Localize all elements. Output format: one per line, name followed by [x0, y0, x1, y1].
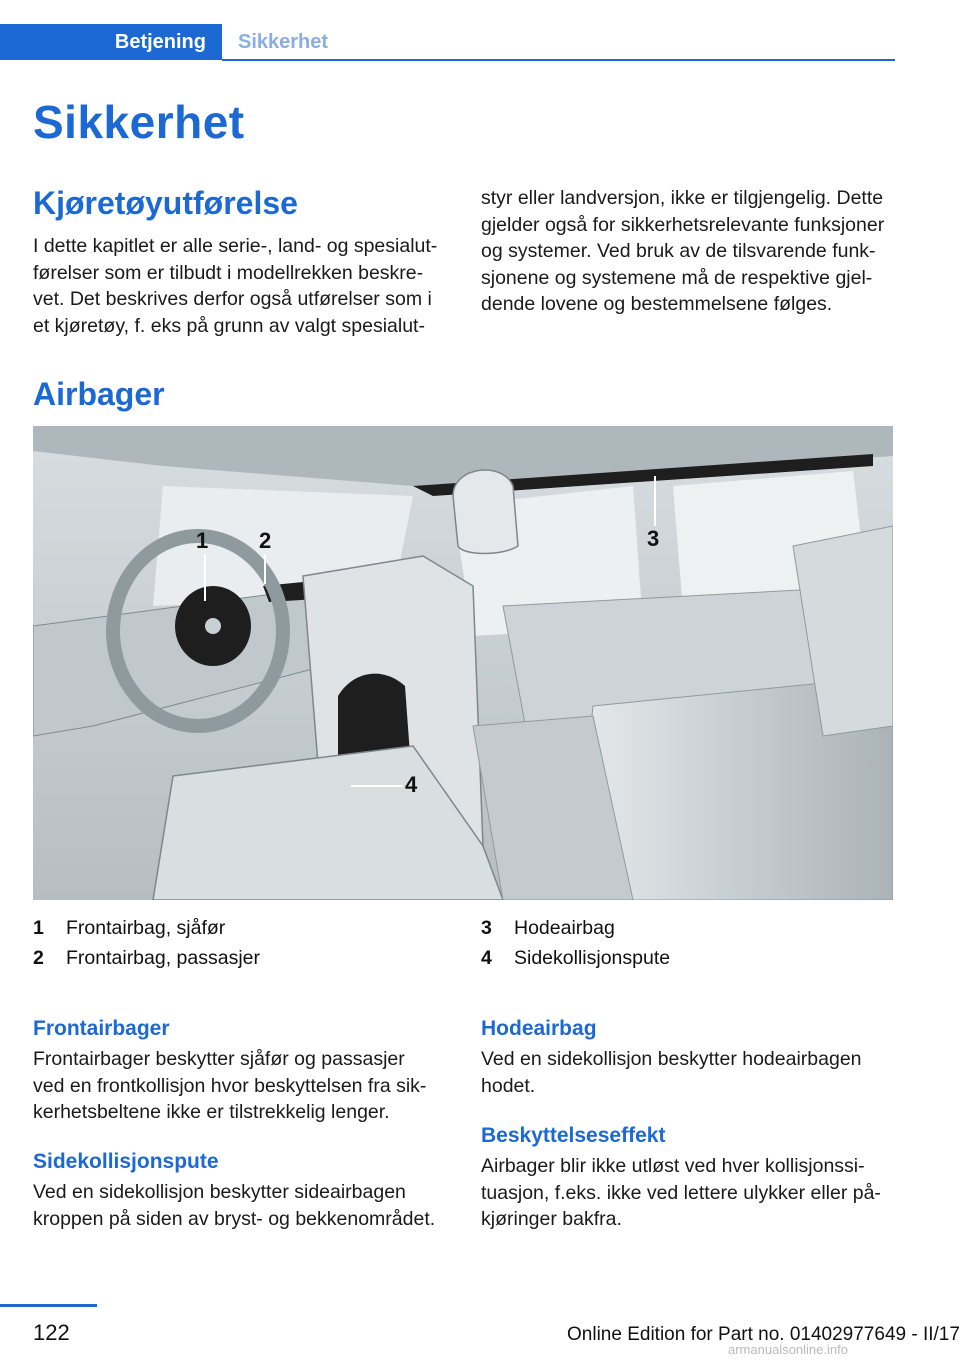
legend-label: Sidekollisjonspute: [514, 947, 671, 969]
text-sidekollisjonspute: [33, 1179, 448, 1232]
heading-sidekollisjonspute: Sidekollisjonspute: [33, 1150, 219, 1173]
text-beskyttelseseffekt: [481, 1153, 896, 1233]
text-line: Airbager blir ikke utløst ved hver kollisjonssi-: [481, 1155, 865, 1177]
callout-3: 3: [647, 526, 660, 551]
section-heading-kjoretoyutforelse: Kjøretøyutførelse: [33, 185, 298, 221]
section-heading-airbager: Airbager: [33, 376, 165, 412]
text-line: og systemer. Ved bruk av de tilsvarende funk-: [481, 240, 876, 262]
text-line: dende lovene og bestemmelsene følges.: [481, 293, 833, 315]
text-frontairbager: [33, 1046, 448, 1126]
legend-number: 1: [33, 917, 44, 939]
heading-hodeairbag: Hodeairbag: [481, 1017, 597, 1040]
text-line: kjøringer bakfra.: [481, 1208, 622, 1230]
legend-number: 2: [33, 947, 44, 969]
callout-1: 1: [196, 528, 209, 553]
legend-item: [33, 915, 448, 941]
text-hodeairbag: [481, 1046, 896, 1099]
text-line: ved en frontkollisjon hvor beskyttelsen fra sik-: [33, 1074, 427, 1097]
text-line: Ved en sidekollisjon beskytter hodeairbagen: [481, 1048, 862, 1070]
text-line: styr eller landversjon, ikke er tilgjengelig. Dette: [481, 187, 884, 209]
legend-label: Frontairbag, passasjer: [66, 947, 261, 969]
text-line: gjelder også for sikkerhetsrelevante funksjoner: [481, 213, 885, 236]
page-number: 122: [33, 1320, 70, 1345]
legend-label: Frontairbag, sjåfør: [66, 917, 226, 939]
text-line: tuasjon, f.eks. ikke ved lettere ulykker eller på-: [481, 1181, 881, 1204]
page-title: Sikkerhet: [33, 96, 245, 148]
text-line: hodet.: [481, 1074, 536, 1097]
intro-text-right: [481, 185, 896, 318]
legend-label: Hodeairbag: [514, 917, 615, 939]
heading-beskyttelseseffekt: Beskyttelseseffekt: [481, 1124, 666, 1147]
text-line: vet. Det beskrives derfor også utførelser som i: [33, 288, 432, 310]
callout-4: 4: [405, 772, 418, 797]
heading-frontairbager: Frontairbager: [33, 1017, 170, 1040]
legend-item: [481, 945, 896, 971]
callout-2: 2: [259, 528, 272, 553]
tab-sikkerhet[interactable]: Sikkerhet: [238, 31, 329, 53]
edition-label: Online Edition for Part no. 01402977649 - II/17: [567, 1324, 960, 1345]
legend-item: [33, 945, 448, 971]
text-line: førelser som er tilbudt i modellrekken beskre-: [33, 261, 424, 284]
text-line: I dette kapitlet er alle serie-, land- og spesialut-: [33, 235, 438, 257]
text-line: Ved en sidekollisjon beskytter sideairbagen: [33, 1181, 406, 1203]
legend-number: 4: [481, 947, 492, 969]
text-line: kroppen på siden av bryst- og bekkenområdet.: [33, 1207, 436, 1230]
watermark: armanualsonline.info: [728, 1342, 848, 1357]
text-line: sjonene og systemene må de respektive gjel-: [481, 266, 873, 289]
airbag-illustration: [33, 426, 893, 900]
intro-text-left: [33, 233, 448, 339]
legend-number: 3: [481, 917, 492, 939]
header-rule: [222, 59, 895, 61]
legend-item: [481, 915, 896, 941]
text-line: et kjøretøy, f. eks på grunn av valgt spesialut-: [33, 314, 425, 337]
footer-rule: [0, 1304, 97, 1307]
text-line: kerhetsbeltene ikke er tilstrekkelig lenger.: [33, 1101, 390, 1123]
tab-betjening[interactable]: Betjening: [0, 24, 222, 60]
text-line: Frontairbager beskytter sjåfør og passasjer: [33, 1048, 405, 1070]
car-interior-drawing: [33, 426, 893, 900]
